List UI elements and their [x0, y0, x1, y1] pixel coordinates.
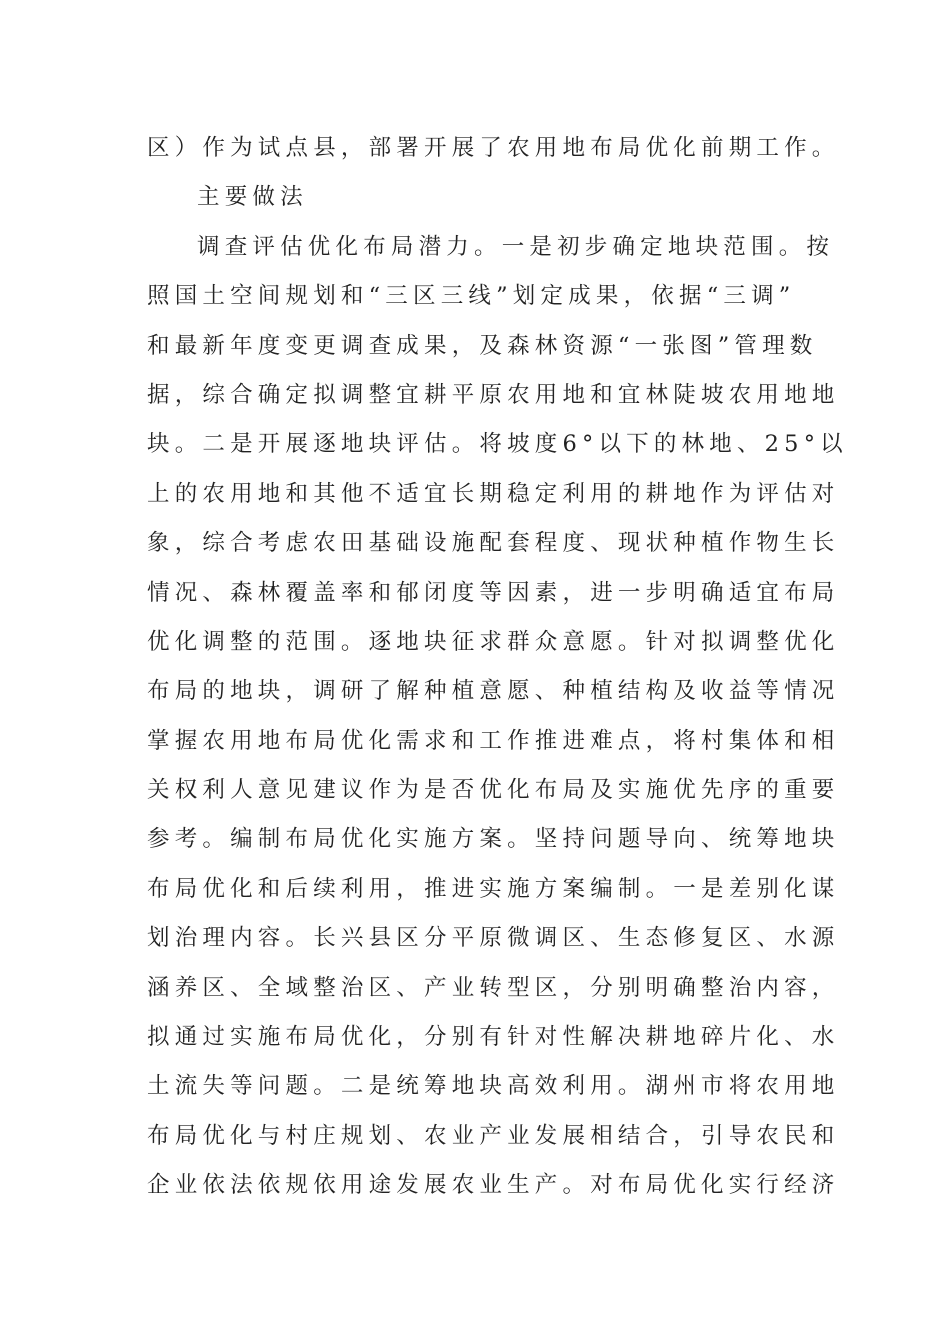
text-line: 涵养区、全域整治区、产业转型区，分别明确整治内容， [147, 974, 840, 1001]
text-line: 划治理内容。长兴县区分平原微调区、生态修复区、水源 [147, 925, 840, 952]
text-line: 象，综合考虑农田基础设施配套程度、现状种植作物生长 [147, 530, 840, 557]
text-line: 块。二是开展逐地块评估。将坡度6°以下的林地、25°以 [147, 431, 848, 458]
text-line: 拟通过实施布局优化，分别有针对性解决耕地碎片化、水 [147, 1024, 840, 1051]
text-line: 布局优化和后续利用，推进实施方案编制。一是差别化谋 [147, 875, 840, 902]
text-line: 布局优化与村庄规划、农业产业发展相结合，引导农民和 [147, 1122, 840, 1149]
text-line: 据，综合确定拟调整宜耕平原农用地和宜林陡坡农用地地 [147, 381, 840, 408]
text-line: 参考。编制布局优化实施方案。坚持问题导向、统筹地块 [147, 826, 840, 853]
text-line: 情况、森林覆盖率和郁闭度等因素，进一步明确适宜布局 [147, 579, 840, 606]
text-line: 关权利人意见建议作为是否优化布局及实施优先序的重要 [147, 777, 840, 804]
text-line: 上的农用地和其他不适宜长期稳定利用的耕地作为评估对 [147, 480, 840, 507]
text-line: 优化调整的范围。逐地块征求群众意愿。针对拟调整优化 [147, 628, 840, 655]
text-line: 掌握农用地布局优化需求和工作推进难点，将村集体和相 [147, 727, 840, 754]
text-line: 照国土空间规划和“三区三线”划定成果，依据“三调” [147, 283, 796, 310]
text-line: 区）作为试点县，部署开展了农用地布局优化前期工作。 [147, 135, 840, 161]
text-line: 土流失等问题。二是统筹地块高效利用。湖州市将农用地 [147, 1073, 840, 1100]
text-line: 企业依法依规依用途发展农业生产。对布局优化实行经济 [147, 1172, 840, 1199]
text-line: 和最新年度变更调查成果，及森林资源“一张图”管理数 [147, 332, 818, 359]
document-body [147, 124, 848, 1211]
section-heading: 主要做法 [197, 184, 308, 211]
text-line: 布局的地块，调研了解种植意愿、种植结构及收益等情况 [147, 678, 840, 705]
text-line: 调查评估优化布局潜力。一是初步确定地块范围。按 [197, 233, 835, 260]
